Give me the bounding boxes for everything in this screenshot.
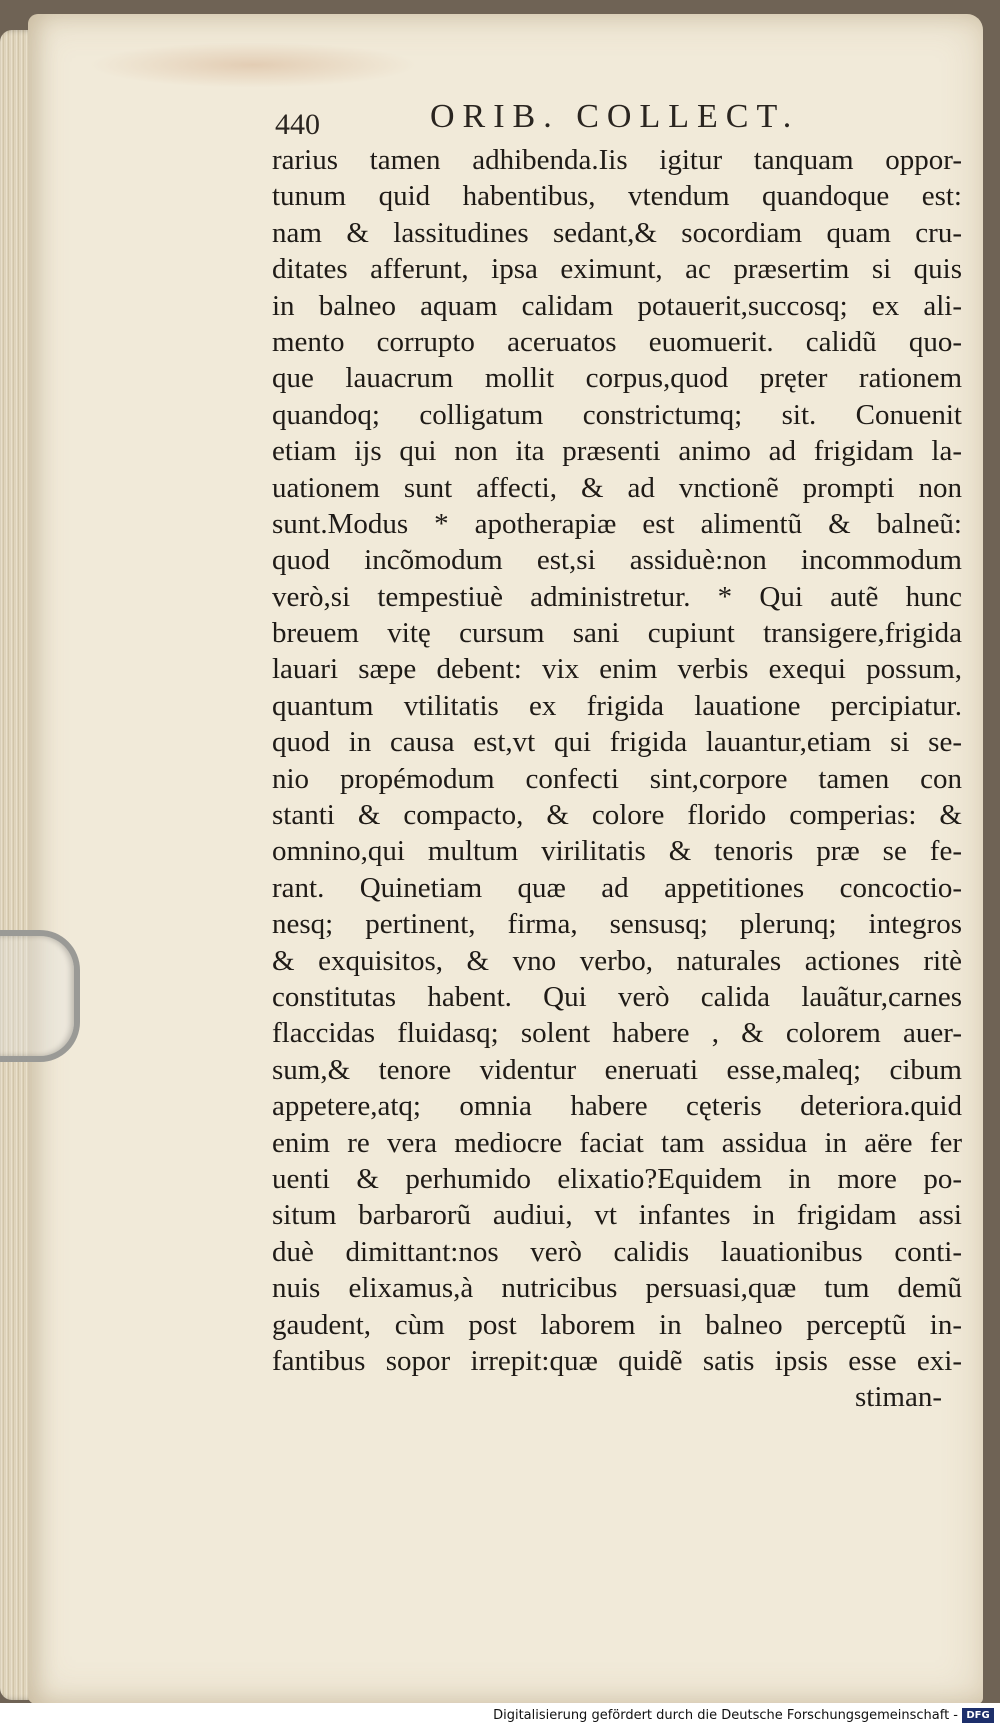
text-line: situm barbarorũ audiui, vt infantes in frigidam assi (272, 1199, 962, 1232)
text-line: flaccidas fluidasq; solent habere , & colorem auer- (272, 1017, 962, 1050)
page-stain (88, 42, 418, 88)
page-number: 440 (275, 108, 320, 141)
text-line: fantibus sopor irrepit:quæ quidẽ satis ipsis esse exi- (272, 1344, 962, 1377)
text-line: & exquisitos, & vno verbo, naturales actiones ritè (272, 944, 962, 977)
text-line: constitutas habent. Qui verò calida lauãtur,carnes (272, 980, 962, 1013)
text-line: rarius tamen adhibenda.Iis igitur tanquam oppor- (272, 144, 962, 176)
text-block (272, 142, 962, 1416)
text-line: nio propémodum confecti sint,corpore tamen con (272, 762, 962, 795)
page-clip (0, 930, 80, 1062)
dfg-logo: DFG (962, 1708, 994, 1723)
text-line: quod incõmodum est,si assiduè:non incommodum (272, 544, 962, 577)
text-line: duè dimittant:nos verò calidis lauationibus conti- (272, 1235, 962, 1268)
text-line: nam & lassitudines sedant,& socordiam quam cru- (272, 216, 962, 249)
text-line: quod in causa est,vt qui frigida lauantur,etiam si se- (272, 726, 962, 759)
running-head: ORIB. COLLECT. (430, 98, 800, 135)
catchword: stiman- (855, 1381, 942, 1414)
text-line: nesq; pertinent, firma, sensusq; plerunq; integros (272, 908, 962, 941)
text-line: appetere,atq; omnia habere cęteris deteriora.quid (272, 1090, 962, 1123)
text-line: gaudent, cùm post laborem in balneo perceptũ in- (272, 1308, 962, 1341)
text-line: mento corrupto aceruatos euomuerit. calidũ quo- (272, 325, 962, 358)
text-line: verò,si tempestiuè administretur. * Qui autẽ hunc (272, 580, 962, 613)
text-line: uenti & perhumido elixatio?Equidem in more po- (272, 1162, 962, 1195)
text-line: nuis elixamus,à nutricibus persuasi,quæ tum demũ (272, 1272, 962, 1305)
text-line: stanti & compacto, & colore florido comperias: & (272, 799, 962, 832)
text-line: sum,& tenore videntur eneruati esse,maleq; cibum (272, 1053, 962, 1086)
text-line: omnino,qui multum virilitatis & tenoris præ se fe- (272, 835, 962, 868)
text-line: que lauacrum mollit corpus,quod pręter rationem (272, 362, 962, 395)
text-line: uationem sunt affecti, & ad vnctionẽ prompti non (272, 471, 962, 504)
text-line: rant. Quinetiam quæ ad appetitiones concoctio- (272, 871, 962, 904)
text-line: in balneo aquam calidam potauerit,succosq; ex ali- (272, 289, 962, 322)
footer-bar (0, 1703, 1000, 1729)
text-line: enim re vera mediocre faciat tam assidua in aëre fer (272, 1126, 962, 1159)
text-line: quandoq; colligatum constrictumq; sit. Conuenit (272, 398, 962, 431)
digitization-credit: Digitalisierung gefördert durch die Deutsche Forschungsgemeinschaft - (493, 1708, 958, 1723)
text-line: quantum vtilitatis ex frigida lauatione percipiatur. (272, 689, 962, 722)
text-line: sunt.Modus * apotherapiæ est alimentũ & balneũ: (272, 507, 962, 540)
text-line: tunum quid habentibus, vtendum quandoque est: (272, 180, 962, 213)
text-line: ditates afferunt, ipsa eximunt, ac præsertim si quis (272, 253, 962, 286)
text-line: lauari sæpe debent: vix enim verbis exequi possum, (272, 653, 962, 686)
text-line: etiam ijs qui non ita præsenti animo ad frigidam la- (272, 435, 962, 468)
text-line: breuem vitę cursum sani cupiunt transigere,frigida (272, 617, 962, 650)
